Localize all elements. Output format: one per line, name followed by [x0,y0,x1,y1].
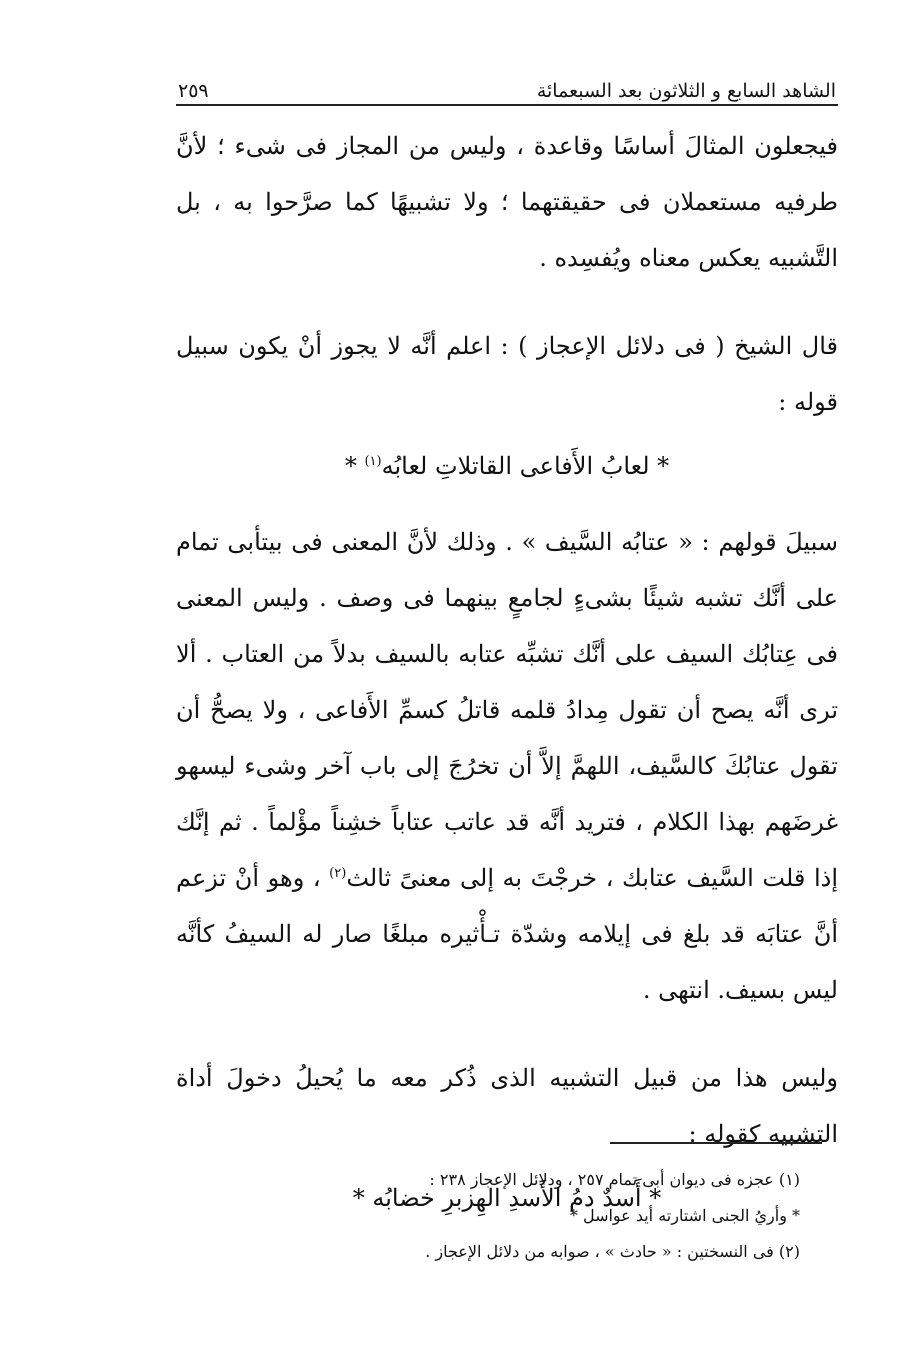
paragraph-3-part-a: سبيلَ قولهم : « عتابُه السَّيف » . وذلك لأنَّ المعنى فى بيتأبى تمام على أنَّك تشبه شيئًا بشىءٍ لجامعٍ بينهما فى وصف . وليس المعنى فى عِتابُك السيف على أنَّك تشبِّه عتابه بالسيف بدلاً من العتاب . ألا ترى أنَّه يصح أن تقول مِدادُ قلمه قاتلُ كسمِّ الأَفاعى ، ولا يصحُّ أن تقول عتابُكَ كالسَّيف، اللهمَّ إلاَّ أن تخرُجَ إلى باب آخر وشىء ليسهو غرضَهم بهذا الكلام ، فتريد أنَّه قد عاتب عتاباً خشِناً مؤْلماً . ثم إنَّك إذا قلت السَّيف عتابك ، خرجْتَ به إلى معنىً ثالث [176,528,838,892]
running-header [178,66,836,102]
header-divider [176,104,838,106]
page-number: ٢٥٩ [178,80,209,102]
paragraph-4: وليس هذا من قبيل التشبيه الذى ذُكر معه ما يُحيلُ دخولَ أداة التشبيه كقوله : [176,1064,838,1148]
footnote-2: (٢) فى النسختين : « حادث » ، صوابه من دلائل الإعجاز . [425,1242,800,1261]
footnote-divider [610,1142,822,1144]
paragraph-3-part-b: ، وهو أنْ تزعم أنَّ عتابَه قد بلغ فى إيلامه وشدّة تـأْثيره مبلغًا صار له السيفُ كأنَّه ليس بسيف. انتهى . [176,864,838,1004]
verse-quote-1 [176,438,838,494]
verse-1-text: * لعابُ الأَفاعى القاتلاتِ لعابُه [381,452,670,480]
footnote-1-verse: * وأريُ الجنى اشتارته أيد عواسل * [569,1206,800,1225]
verse-2-text: * أَسدٌ دمُ الأَسدِ الهِزبرِ خضابُه * [352,1184,662,1212]
footnote-ref-2: (٢) [329,866,347,881]
footnote-ref-1: (١) [364,454,382,469]
paragraph-3 [176,514,838,1018]
verse-1-end-star: * [344,452,357,480]
chapter-title: الشاهد السابع و الثلاثون بعد السبعمائة [536,80,836,102]
paragraph-1: فيجعلون المثالَ أساسًا وقاعدة ، وليس من المجاز فى شىء ؛ لأنَّ طرفيه مستعملان فى حقيقتهما ؛ ولا تشبيهًا كما صرَّحوا به ، بل التَّشبيه يعكس معناه ويُفسِده . [176,132,839,272]
footnote-1: (١) عجزه فى ديوان أبى تمام ٢٥٧ ، ودلائل الإعجاز ٢٣٨ : [429,1170,800,1189]
main-text [176,118,838,1246]
footnotes [210,1162,800,1270]
paragraph-2: قال الشيخ ( فى دلائل الإعجاز ) : اعلم أنَّه لا يجوز أنْ يكون سبيل قوله : [176,332,838,416]
